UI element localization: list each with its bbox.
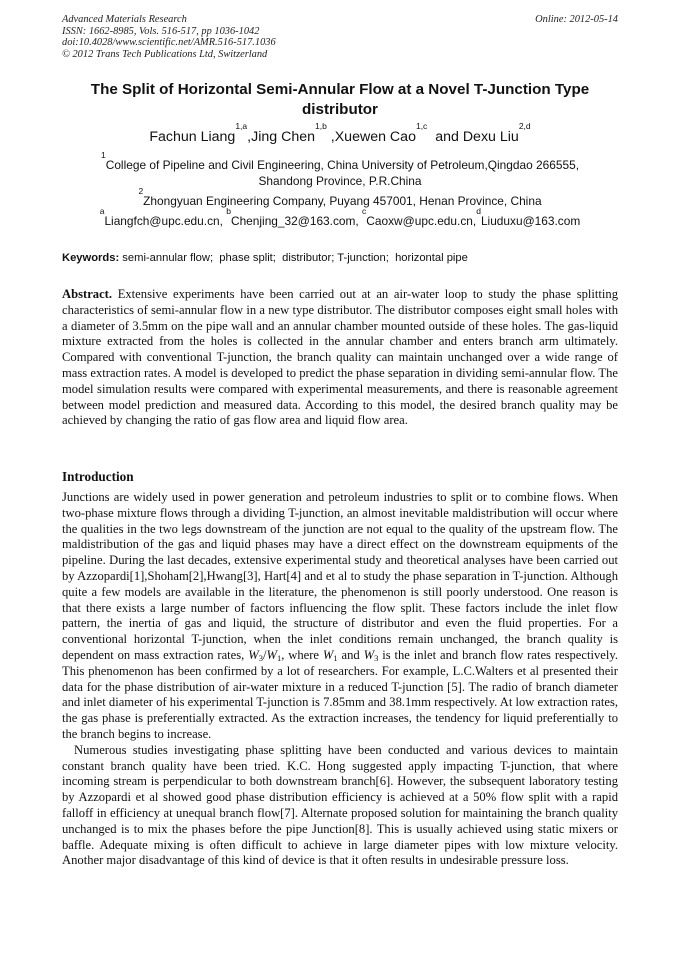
copyright-line: © 2012 Trans Tech Publications Ltd, Switzerland — [62, 48, 268, 60]
affiliation-superscript: 1 — [101, 150, 106, 160]
journal-header — [62, 14, 618, 60]
paragraph-text: is the inlet and branch flow rates respectively. This phenomenon has been confirmed by a lot of researchers. For example, L.C.Walters et al presented their data for the phase distribution of air-water mixture in a reduced T-junction [5]. The radio of branch diameter and inlet diameter of his experimental T-junction is 7.85mm and 38.1mm respectively. At low extraction rates, the gas phase is preferentially extracted. As the extraction increases, the tendency for liquid preferentially to the branch begins to increase. — [62, 647, 618, 741]
math-symbol: W — [266, 647, 277, 662]
journal-name: Advanced Materials Research — [62, 14, 187, 25]
online-date: Online: 2012-05-14 — [535, 14, 618, 25]
email-superscript: d — [476, 206, 481, 216]
author-superscript: 2,d — [518, 121, 531, 131]
paragraph-text: , where — [281, 647, 323, 662]
section-heading-introduction: Introduction — [62, 469, 134, 484]
doi-line[interactable]: doi:10.4028/www.scientific.net/AMR.516-517.1036 — [62, 37, 276, 49]
email-link[interactable]: Caoxw@upc.edu.cn, — [366, 214, 477, 228]
email-superscript: c — [362, 206, 367, 216]
email-superscript: b — [226, 206, 231, 216]
author-separator: and — [427, 129, 463, 145]
math-symbol: W — [248, 647, 259, 662]
math-subscript: 3 — [258, 652, 263, 663]
keywords-text: semi-annular flow; phase split; distributor; T-junction; horizontal pipe — [119, 252, 468, 264]
author-superscript: 1,c — [415, 121, 428, 131]
affiliation-1-line-2: Shandong Province, P.R.China — [258, 174, 422, 188]
keywords — [62, 251, 618, 265]
introduction-paragraph-1 — [62, 490, 618, 743]
author-superscript: 1,b — [315, 121, 327, 131]
paragraph-text: and — [337, 647, 364, 662]
abstract — [62, 287, 618, 429]
math-operator: / — [262, 647, 267, 662]
affiliation-2 — [62, 186, 618, 209]
author-name: Fachun Liang — [149, 129, 236, 145]
math-symbol: W — [363, 647, 375, 662]
math-subscript: 1 — [333, 652, 338, 663]
paper-title: The Split of Horizontal Semi-Annular Flow at a Novel T-Junction Type distributor — [90, 81, 590, 118]
author-name: Jing Chen — [251, 129, 315, 145]
author-name: Xuewen Cao — [334, 129, 416, 145]
introduction-paragraph-2: Numerous studies investigating phase splitting have been conducted and various devices to maintain constant branch quality have been tried. K.C. Hong suggested apply impacting T-junction, that where incoming stream is perpendicular to both downstream branch[6]. However, the subsequent laboratory testing by Azzopardi et al showed good phase distribution efficiency is achieved at a 50% flow split with a rapid falloff in efficiency at unequal branch flow[7]. Alternate proposed solution for maintaining the branch quality unchanged is to mix the phases before the pipe Junction[8]. This is usually achieved using static mixers or baffle. Adequate mixing is often difficult to achieve in large diameter pipes with low mixture velocity. Another major disadvantage of this kind of device is that it often results in undesirable pressure loss. — [62, 742, 618, 868]
keywords-label: Keywords: — [62, 252, 120, 264]
email-link[interactable]: Liangfch@upc.edu.cn, — [104, 214, 227, 228]
abstract-text: Extensive experiments have been carried out at an air-water loop to study the phase splitting characteristics of semi-annular flow in a new type distributor. The distributor composes eight small holes with a diameter of 3.5mm on the pipe wall and an annular chamber mounted outside of these holes. The gas-liquid mixture extracted from the holes is collected in the annular chamber and enters branch arm ultimately. Compared with conventional T-junction, the branch quality can maintain unchanged over a wide range of mass extraction rates. A model is developed to predict the phase separation in dividing semi-annular flow. The model simulation results were compared with experimental measurements, and there is reasonable agreement between model prediction and measured data. According to this model, the desired branch quality may be achieved by changing the ratio of gas flow area and liquid flow area. — [62, 287, 618, 428]
email-link[interactable]: Liuduxu@163.com — [480, 214, 581, 228]
author-separator: , — [326, 129, 335, 145]
affiliation-superscript: 2 — [138, 186, 144, 196]
affiliation-2-text: Zhongyuan Engineering Company, Puyang 457001, Henan Province, China — [143, 194, 542, 208]
math-subscript: 1 — [276, 652, 282, 663]
math-subscript: 3 — [374, 652, 379, 663]
math-symbol: W — [322, 647, 334, 662]
affiliation-1 — [62, 150, 618, 189]
affiliation-1-line-1: College of Pipeline and Civil Engineering, China University of Petroleum,Qingdao 266555, — [105, 158, 579, 172]
email-link[interactable]: Chenjing_32@163.com, — [230, 214, 363, 228]
author-name: Dexu Liu — [462, 129, 519, 145]
issn-line: ISSN: 1662-8985, Vols. 516-517, pp 1036-1042 — [62, 25, 260, 37]
email-superscript: a — [99, 206, 105, 216]
author-separator: , — [247, 129, 252, 145]
author-list — [62, 121, 618, 146]
introduction-body — [62, 490, 618, 869]
abstract-label: Abstract. — [62, 287, 113, 301]
paragraph-text: Junctions are widely used in power generation and petroleum industries to split or to combine flows. When two-phase mixture flows through a dividing T-junction, an almost inevitable maldistribution will occur where the qualities in the two legs downstream of the junction are not equal to the quality of the upstream flow. The maldistribution of the gas and liquid phases may have a direct effect on the downstream equipments of the pipeline. During the last decades, extensive experimental study and theoretical analyses have been carried out by Azzopardi[1],Shoham[2],Hwang[3], Hart[4] and et al to study the phase separation in T-junction. Although quite a few models are available in the literature, the phenomenon is still poorly understood. One reason is that there exists a large number of factors influencing the flow split. These factors include the inlet flow pattern, the inertia of gas and liquid, the structure of distributor and even the fluid properties. For a conventional horizontal T-junction, when the inlet conditions remain unchanged, the branch quality is dependent on mass extraction rates, — [62, 490, 618, 662]
author-superscript: 1,a — [235, 121, 248, 131]
email-list — [62, 206, 618, 229]
